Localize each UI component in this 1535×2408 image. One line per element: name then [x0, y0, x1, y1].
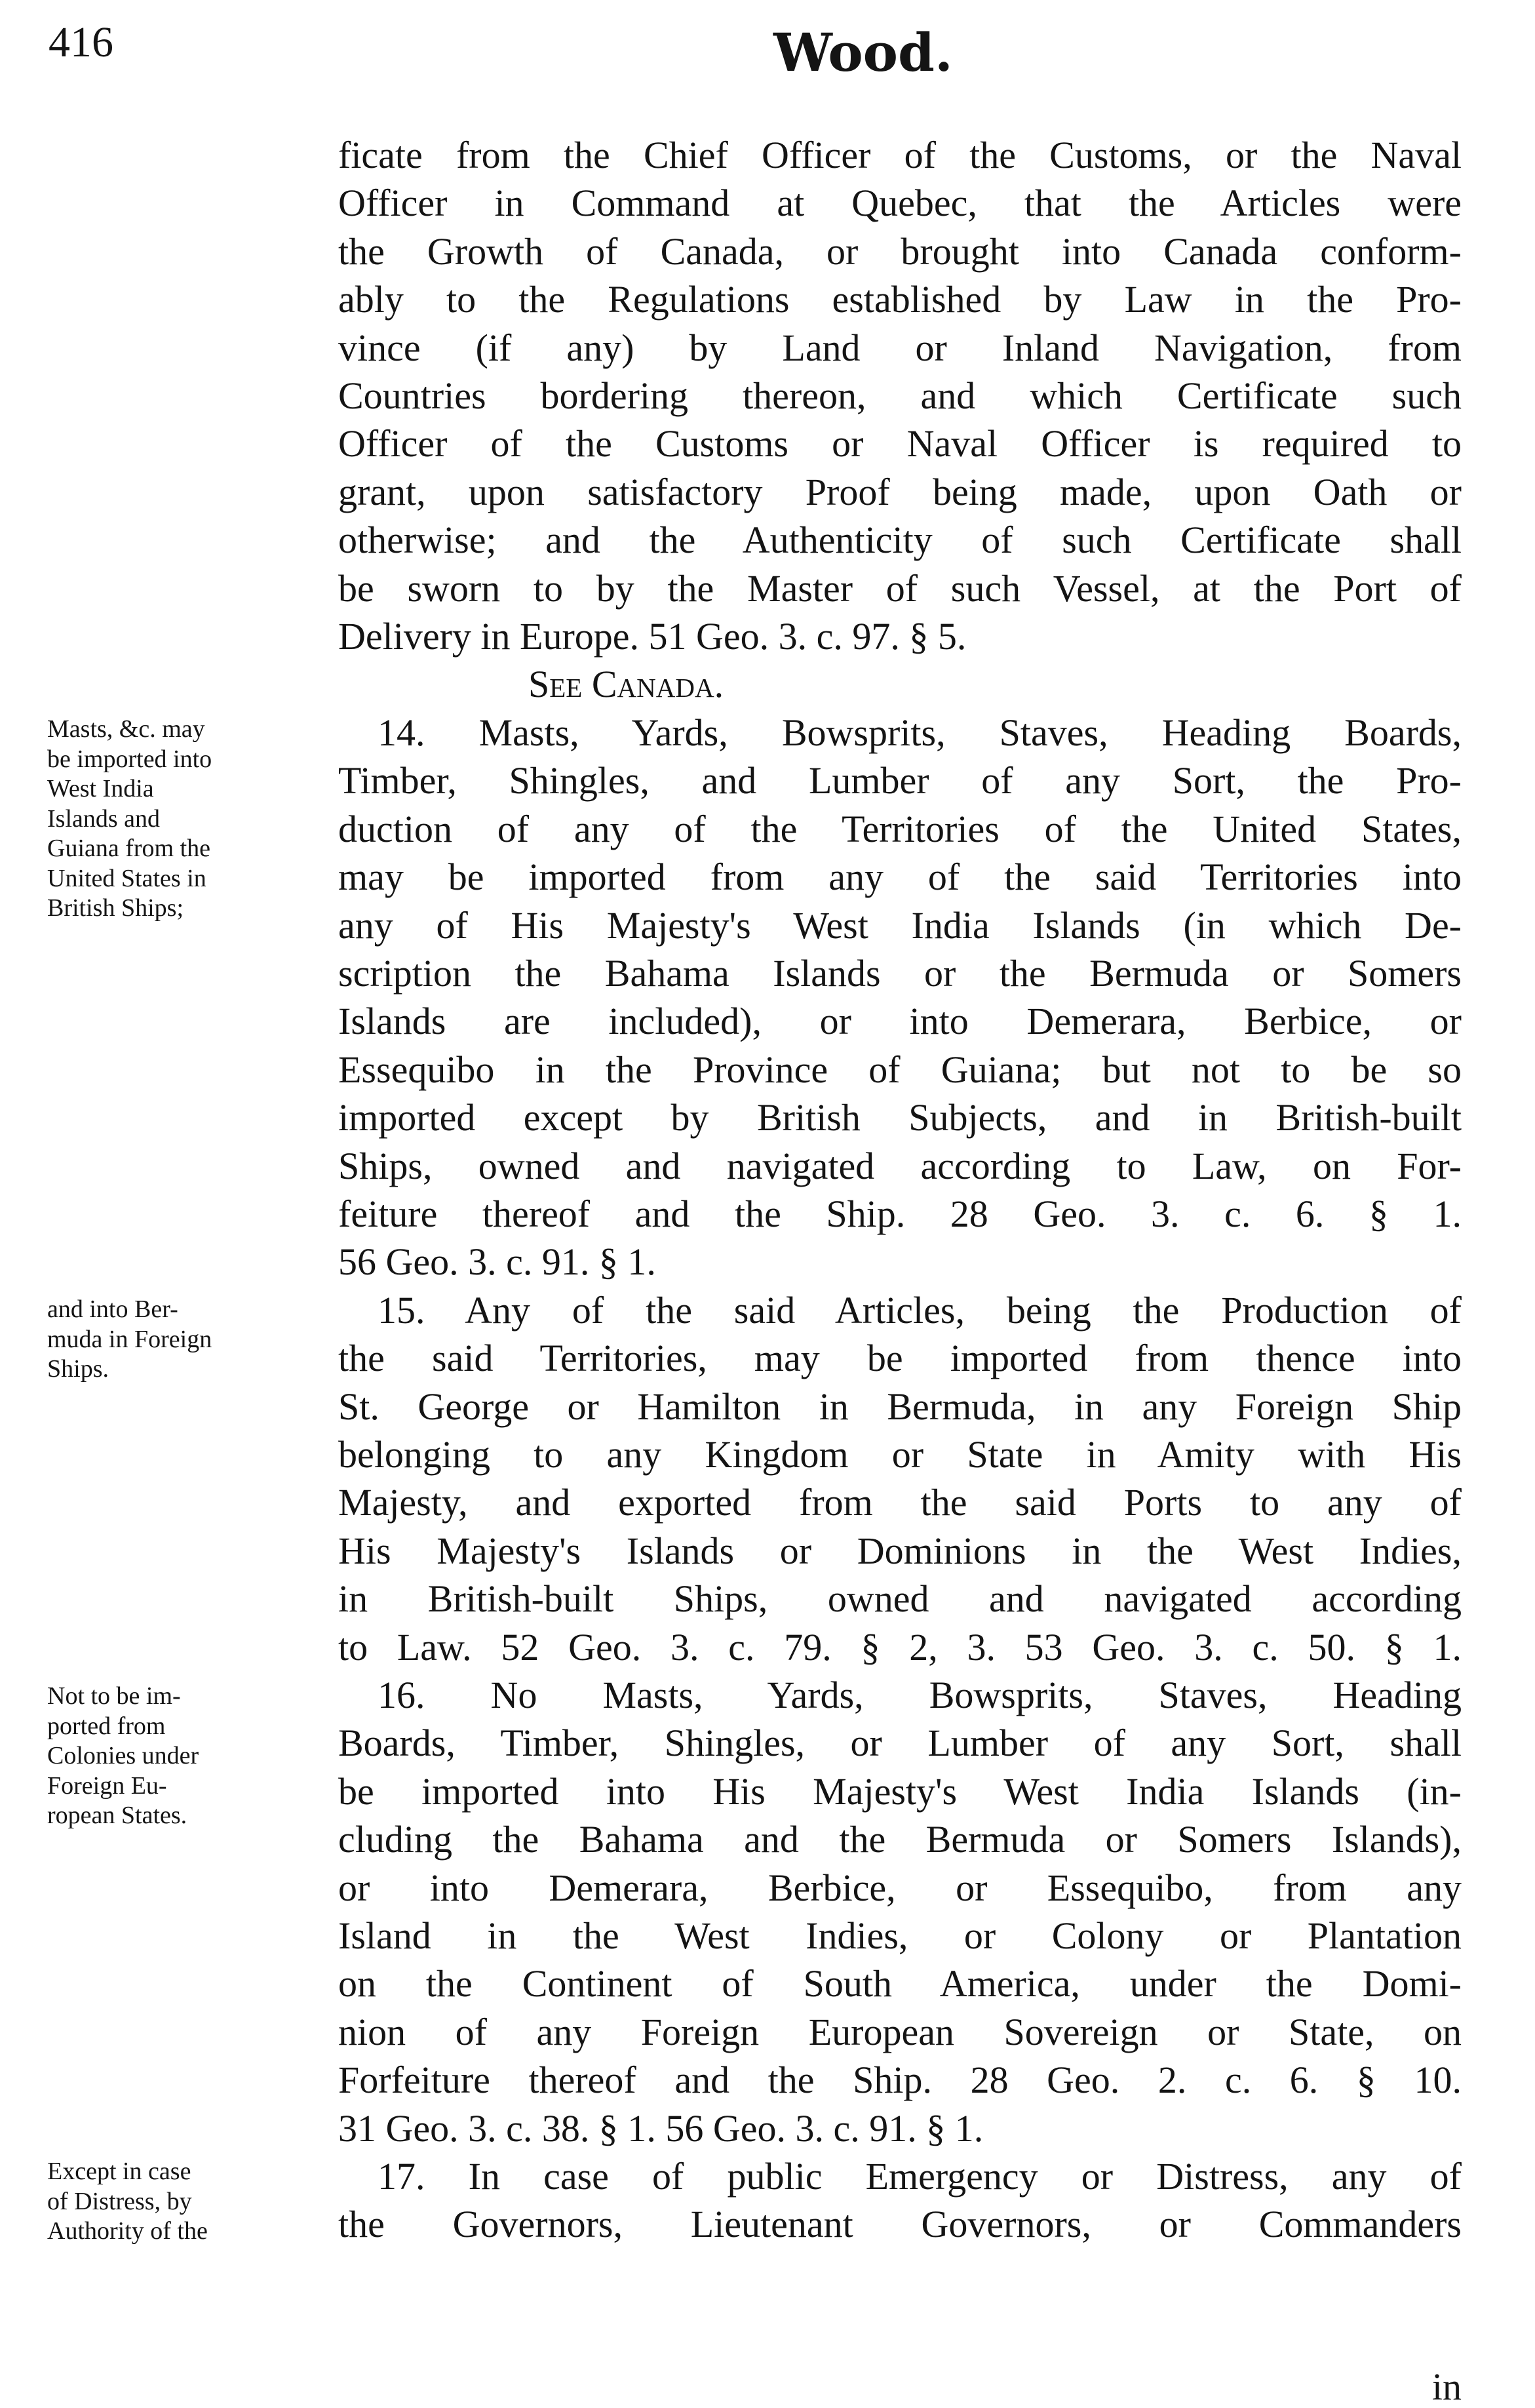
margin-note-line: Ships. — [47, 1355, 109, 1383]
text-line: or into Demerara, Berbice, or Essequibo, from any — [338, 1866, 1462, 1909]
text-line: the said Territories, may be imported from thence into — [338, 1337, 1462, 1380]
text-line: Officer of the Customs or Naval Officer is required to — [338, 422, 1462, 465]
margin-note-line: be imported into — [47, 745, 212, 773]
text-line: to Law. 52 Geo. 3. c. 79. § 2, 3. 53 Geo. 3. c. 50. § 1. — [338, 1625, 1462, 1668]
text-line: His Majesty's Islands or Dominions in the West Indies, — [338, 1529, 1462, 1572]
text-line: Essequibo in the Province of Guiana; but not to be so — [338, 1048, 1462, 1091]
margin-note-line: Authority of the — [47, 2217, 208, 2245]
text-line: any of His Majesty's West India Islands (in which De- — [338, 903, 1462, 947]
text-line: be sworn to by the Master of such Vessel, at the Port of — [338, 566, 1462, 610]
margin-note-distress — [47, 2157, 322, 2247]
margin-note-line: of Distress, by — [47, 2187, 192, 2215]
text-line: be imported into His Majesty's West India Islands (in- — [338, 1769, 1462, 1813]
margin-note-line: Islands and — [47, 804, 161, 833]
page-number: 416 — [49, 18, 113, 66]
text-line: Island in the West Indies, or Colony or Plantation — [338, 1914, 1462, 1958]
margin-note-foreign-colonies — [47, 1682, 322, 1831]
text-line: the Growth of Canada, or brought into Canada conform- — [338, 229, 1462, 273]
text-line: Forfeiture thereof and the Ship. 28 Geo. 2. c. 6. § 10. — [338, 2059, 1462, 2102]
text-line: grant, upon satisfactory Proof being made, upon Oath or — [338, 470, 1462, 513]
text-line: Boards, Timber, Shingles, or Lumber of any Sort, shall — [338, 1722, 1462, 1765]
text-line: feiture thereof and the Ship. 28 Geo. 3. c. 6. § 1. — [338, 1192, 1462, 1235]
margin-note-line: ported from — [47, 1712, 166, 1740]
text-line: 56 Geo. 3. c. 91. § 1. — [338, 1240, 656, 1284]
text-line: may be imported from any of the said Territories into — [338, 856, 1462, 899]
margin-note-bermuda — [47, 1295, 322, 1385]
text-line: belonging to any Kingdom or State in Amity with His — [338, 1432, 1462, 1476]
text-line: Timber, Shingles, and Lumber of any Sort, the Pro- — [338, 759, 1462, 802]
text-line: Islands are included), or into Demerara, Berbice, or — [338, 1000, 1462, 1043]
text-line: ably to the Regulations established by Law in the Pro- — [338, 278, 1462, 321]
text-line: on the Continent of South America, under the Domi- — [338, 1962, 1462, 2005]
margin-note-line: Guiana from the — [47, 835, 211, 862]
paragraph-16-start: 16. No Masts, Yards, Bowsprits, Staves, Heading — [378, 1674, 1462, 1716]
text-line: otherwise; and the Authenticity of such Certificate shall — [338, 519, 1462, 562]
margin-note-line: British Ships; — [47, 894, 184, 922]
margin-note-line: Foreign Eu- — [47, 1771, 167, 1800]
margin-note-line: ropean States. — [47, 1802, 187, 1829]
margin-note-masts — [47, 715, 322, 924]
paragraph-14-start: 14. Masts, Yards, Bowsprits, Staves, Heading Boards, — [378, 711, 1462, 754]
margin-note-line: United States in — [47, 864, 206, 892]
cross-reference: See Canada. — [528, 663, 724, 706]
margin-note-line: Colonies under — [47, 1742, 199, 1769]
text-line: Countries bordering thereon, and which Certificate such — [338, 374, 1462, 418]
catchword: in — [1431, 2365, 1462, 2408]
text-line: ficate from the Chief Officer of the Customs, or the Naval — [338, 134, 1462, 176]
text-line: Majesty, and exported from the said Ports to any of — [338, 1481, 1462, 1524]
text-line: 31 Geo. 3. c. 38. § 1. 56 Geo. 3. c. 91. § 1. — [338, 2106, 984, 2150]
text-line: duction of any of the Territories of the United States, — [338, 807, 1462, 850]
text-line: imported except by British Subjects, and in British-built — [338, 1096, 1462, 1139]
margin-note-line: Except in case — [47, 2158, 191, 2185]
text-line: in British-built Ships, owned and navigated according — [338, 1577, 1462, 1621]
margin-note-line: Not to be im- — [47, 1682, 181, 1710]
text-line: Ships, owned and navigated according to Law, on For- — [338, 1144, 1462, 1187]
text-line: vince (if any) by Land or Inland Navigation, from — [338, 326, 1462, 369]
text-line: Delivery in Europe. 51 Geo. 3. c. 97. § 5. — [338, 615, 967, 658]
text-line: St. George or Hamilton in Bermuda, in any Foreign Ship — [338, 1385, 1462, 1428]
body-text — [338, 131, 1462, 2249]
paragraph-17-start: 17. In case of public Emergency or Distress, any of — [378, 2155, 1462, 2198]
margin-note-line: Masts, &c. may — [47, 715, 205, 743]
text-line: scription the Bahama Islands or the Bermuda or Somers — [338, 951, 1462, 995]
text-line: cluding the Bahama and the Bermuda or Somers Islands), — [338, 1818, 1462, 1861]
paragraph-15-start: 15. Any of the said Articles, being the Production of — [378, 1288, 1462, 1332]
text-line: nion of any Foreign European Sovereign or State, on — [338, 2010, 1462, 2053]
margin-note-line: West India — [47, 775, 154, 802]
margin-note-line: muda in Foreign — [47, 1325, 212, 1353]
text-line: Officer in Command at Quebec, that the Articles were — [338, 182, 1462, 225]
margin-note-line: and into Ber- — [47, 1295, 178, 1323]
running-head: Wood. — [773, 22, 953, 83]
text-line: the Governors, Lieutenant Governors, or Commanders — [338, 2203, 1462, 2246]
